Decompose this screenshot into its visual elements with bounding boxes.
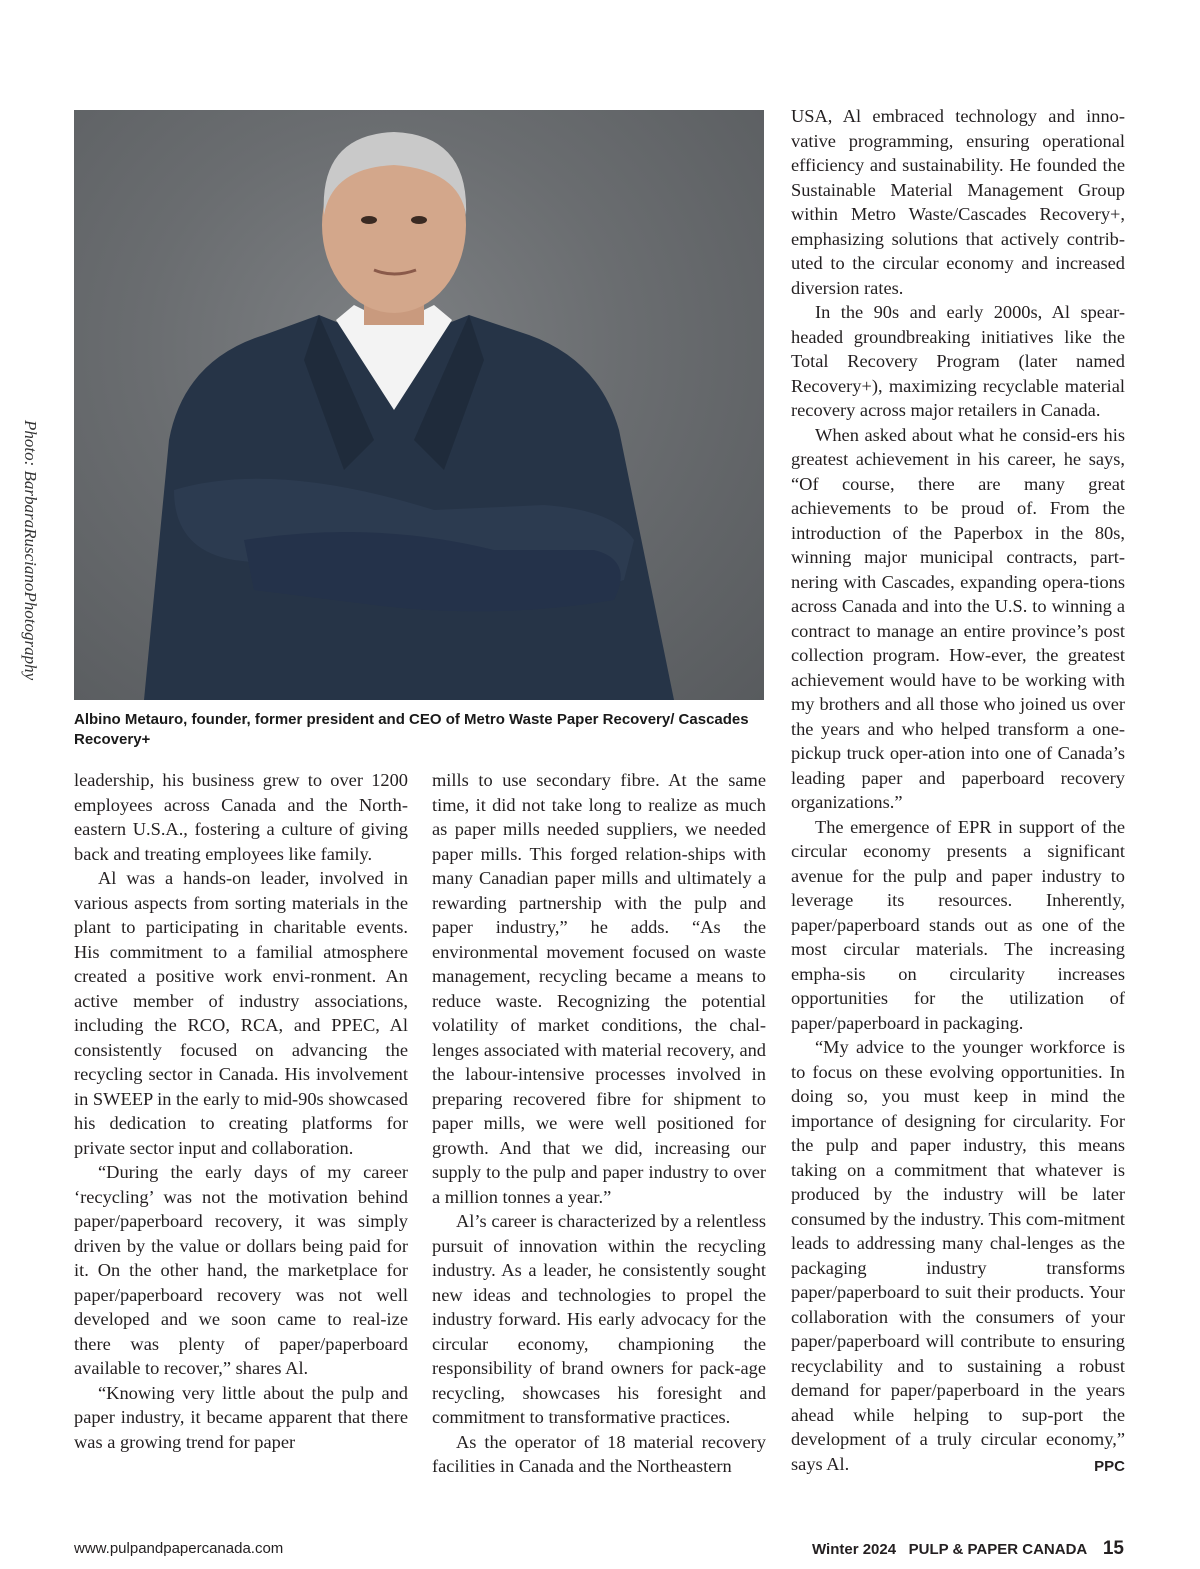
paragraph: Al was a hands-on leader, involved in various aspects from sorting materials in the plant to participating in charitable events. His commitment to a familial atmosphere created a positive work envi-ronment. An active member of industry associations, including the RCO, RCA, and PPEC, Al consistently focused on advancing the recycling sector in Canada. His involvement in SWEEP in the early to mid-90s showcased his dedication to creating platforms for private sector input and collaboration. <box>74 868 408 1158</box>
paragraph: In the 90s and early 2000s, Al spear-headed groundbreaking initiatives like the Total Recovery Program (later named Recovery+), maximizing recyclable material recovery across major retailers in Canada. <box>791 302 1125 420</box>
portrait-illustration <box>74 110 764 700</box>
paragraph <box>791 1035 1125 1476</box>
portrait-photo <box>74 110 764 700</box>
end-mark: PPC <box>1094 1457 1125 1475</box>
paragraph: mills to use secondary fibre. At the same time, it did not take long to realize as much as paper mills needed suppliers, we needed paper mills. This forged relation-ships with many Canadian paper mills and ultimately a rewarding partnership with the pulp and paper industry,” he adds. “As the environmental movement focused on waste management, recycling became a means to reduce waste. Recognizing the potential volatility of market conditions, the chal-lenges associated with material recovery, and the labour-intensive processes involved in preparing recovered fibre for shipment to paper mills, we were well positioned for growth. And that we did, increasing our supply to the pulp and paper industry to over a million tonnes a year.” <box>432 770 766 1207</box>
photo-caption: Albino Metauro, founder, former president and CEO of Metro Waste Paper Recovery/ Cascades Recovery+ <box>74 711 749 748</box>
paragraph: “Knowing very little about the pulp and paper industry, it became apparent that there was a growing trend for paper <box>74 1382 408 1452</box>
article-column-1 <box>74 768 408 1454</box>
footer-issue: Winter 2024 <box>812 1541 897 1558</box>
page-number: 15 <box>1102 1538 1124 1559</box>
paragraph: USA, Al embraced technology and inno-vative programming, ensuring operational efficiency and sustainability. He founded the Sustainable Material Management Group within Metro Waste/Cascades Recovery+, emphasizing solutions that actively contrib-uted to the circular economy and increased diversion rates. <box>791 106 1125 298</box>
paragraph: As the operator of 18 material recovery facilities in Canada and the Northeastern <box>432 1431 766 1476</box>
paragraph: When asked about what he consid-ers his greatest achievement in his career, he says, “Of course, there are many great achievements to be proud of. From the introduction of the Paperbox in the 80s, winning major municipal contracts, part-nering with Cascades, expanding opera-tions across Canada and into the U.S. to winning a contract to manage an entire province’s post collection program. How-ever, the greatest achievement would have to be working with my brothers and all those who joined us over the years and who helped transform a one-pickup truck oper-ation into one of Canada’s leading paper and paperboard recovery organizations.” <box>791 424 1125 812</box>
paragraph: leadership, his business grew to over 1200 employees across Canada and the North-eastern U.S.A., fostering a culture of giving back and treating employees like family. <box>74 770 408 864</box>
article-column-2 <box>432 768 766 1479</box>
paragraph: “During the early days of my career ‘recycling’ was not the motivation behind paper/paperboard recovery, it was simply driven by the value or dollars being paid for it. On the other hand, the marketplace for paper/paperboard recovery was not well developed and we soon came to real-ize there was plenty of paper/paperboard available to recover,” shares Al. <box>74 1162 408 1378</box>
paragraph: Al’s career is characterized by a relentless pursuit of innovation within the recycling industry. As a leader, he consistently sought new ideas and technologies to propel the industry forward. His early advocacy for the circular economy, championing the responsibility of brand owners for pack-age recycling, showcases his foresight and commitment to transformative practices. <box>432 1211 766 1427</box>
paragraph-text: “My advice to the younger workforce is to focus on these evolving opportunities. In doing so, you must keep in mind the importance of designing for circularity. For the pulp and paper industry, this means taking on a commitment that whatever is produced by the industry will be later consumed by the industry. This com-mitment leads to addressing many chal-lenges as the packaging industry transforms paper/paperboard to suit their products. Your collaboration with the consumers of your paper/paperboard will contribute to ensuring recyclability and to sustaining a robust demand for paper/paperboard in the years ahead while helping to sup-port the development of a truly circular economy,” says Al. <box>791 1037 1125 1474</box>
footer-magazine: PULP & PAPER CANADA <box>908 1541 1087 1558</box>
paragraph: The emergence of EPR in support of the circular economy presents a significant avenue for the pulp and paper industry to leverage its resources. Inherently, paper/paperboard stands out as one of the most circular materials. The increasing empha-sis on circularity increases opportunities for the utilization of paper/paperboard in packaging. <box>791 816 1125 1033</box>
footer-issue-info <box>812 1538 1124 1560</box>
photo-credit: Photo: BarbaraRuscianoPhotography <box>21 420 40 681</box>
footer-website: www.pulpandpapercanada.com <box>74 1540 284 1557</box>
article-column-3 <box>791 104 1125 1479</box>
